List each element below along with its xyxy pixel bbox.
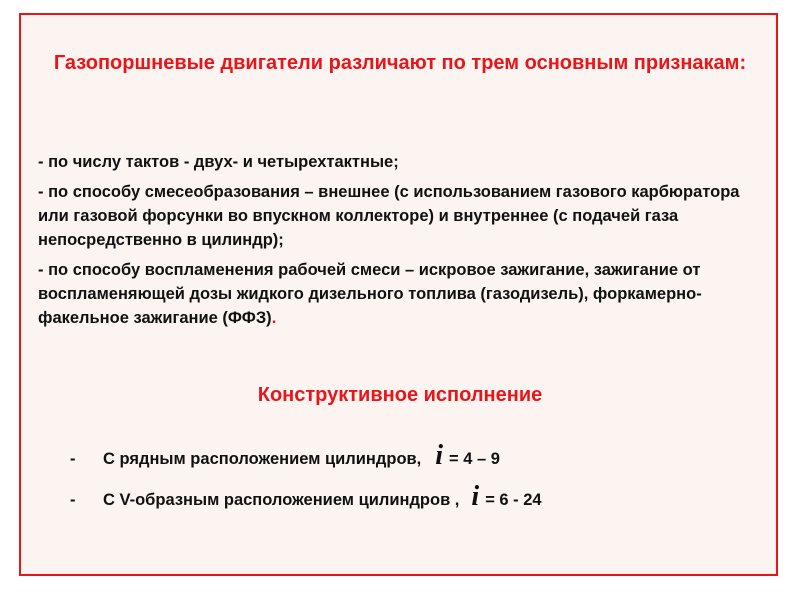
cylinder-count-symbol: i xyxy=(471,481,480,512)
criteria-text: - по способу воспламенения рабочей смеси – искровое зажигание, зажигание от воспламеняющей дозы жидкого дизельного топлива (газодизель), форкамерно-факельное зажигание (ФФЗ) xyxy=(38,261,702,327)
criteria-item-strokes xyxy=(38,150,758,174)
variant-text: С V-образным расположением цилиндров , xyxy=(103,491,460,509)
cylinder-count-value: = 4 – 9 xyxy=(449,450,500,468)
slide-title: Газопоршневые двигатели различают по трем основным признакам: xyxy=(53,52,747,74)
criteria-end-dot: . xyxy=(271,309,277,327)
criteria-item-mixture xyxy=(38,180,758,252)
criteria-item-ignition xyxy=(38,258,758,330)
criteria-text: - по способу смесеобразования – внешнее (с использованием газового карбюратора или газовой форсунки во впускном коллекторе) и внутреннее (с подачей газа непосредственно в цилиндр); xyxy=(38,183,740,249)
cylinder-count-value: = 6 - 24 xyxy=(485,491,542,509)
criteria-list xyxy=(38,150,758,336)
variants-list xyxy=(70,440,710,522)
variant-text: С рядным расположением цилиндров, xyxy=(103,450,422,468)
cylinder-count-symbol: i xyxy=(435,440,444,471)
section-title: Конструктивное исполнение xyxy=(257,384,543,406)
variant-dash: - xyxy=(70,491,76,509)
variant-v-shaped xyxy=(70,481,710,511)
variant-inline xyxy=(70,440,710,470)
variant-dash: - xyxy=(70,450,76,468)
criteria-text: - по числу тактов - двух- и четырехтактные; xyxy=(38,153,399,171)
